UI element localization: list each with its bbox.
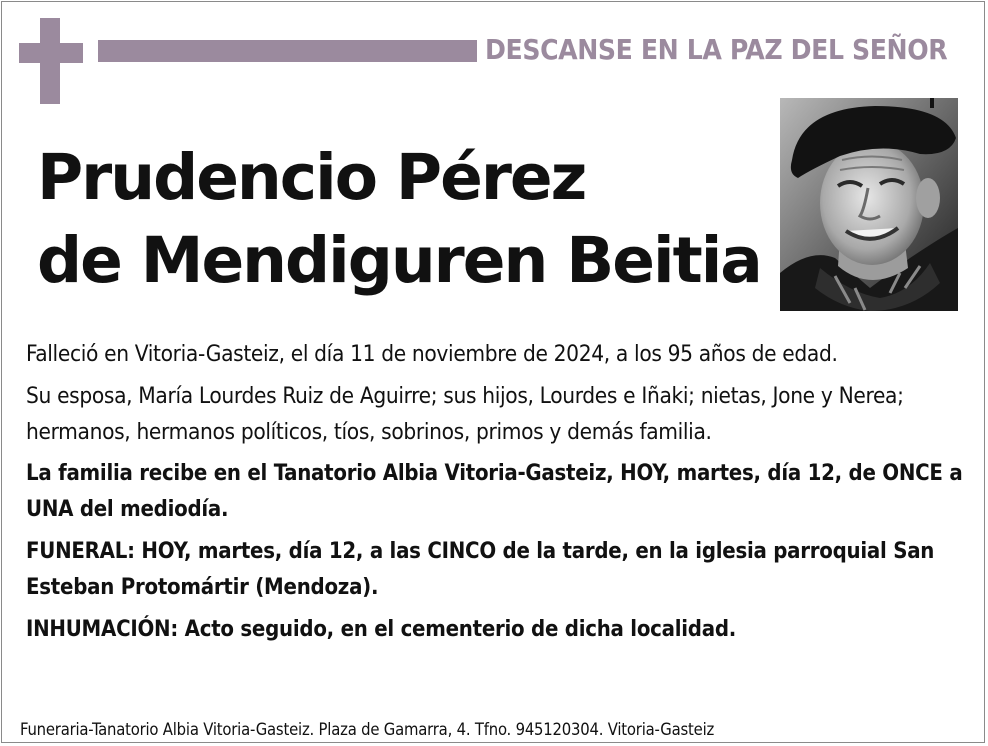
name-line-1: Prudencio Pérez — [37, 141, 586, 214]
tagline: DESCANSE EN LA PAZ DEL SEÑOR — [485, 33, 948, 66]
death-paragraph: Falleció en Vitoria-Gasteiz, el día 11 de noviembre de 2024, a los 95 años de edad. — [26, 341, 838, 367]
notice-body — [26, 336, 971, 654]
portrait-photo — [780, 98, 958, 311]
obituary-card — [1, 1, 985, 743]
header-rule — [98, 40, 477, 62]
funeral-home-footer: Funeraria-Tanatorio Albia Vitoria-Gasteiz. Plaza de Gamarra, 4. Tfno. 945120304. Vitoria-Gasteiz — [20, 720, 715, 739]
wake-paragraph: La familia recibe en el Tanatorio Albia Vitoria-Gasteiz, HOY, martes, día 12, de ONCE a UNA del mediodía. — [26, 461, 963, 522]
deceased-name — [37, 136, 777, 302]
portrait-illustration — [780, 98, 958, 311]
family-paragraph: Su esposa, María Lourdes Ruiz de Aguirre; sus hijos, Lourdes e Iñaki; nietas, Jone y Nerea; hermanos, hermanos políticos, tíos, sobrinos, primos y demás familia. — [26, 383, 904, 445]
funeral-paragraph: FUNERAL: HOY, martes, día 12, a las CINCO de la tarde, en la iglesia parroquial San Esteban Protomártir (Mendoza). — [26, 539, 935, 600]
name-line-2: de Mendiguren Beitia — [37, 224, 761, 297]
burial-paragraph: INHUMACIÓN: Acto seguido, en el cementerio de dicha localidad. — [26, 617, 737, 642]
cross-icon — [19, 18, 83, 104]
